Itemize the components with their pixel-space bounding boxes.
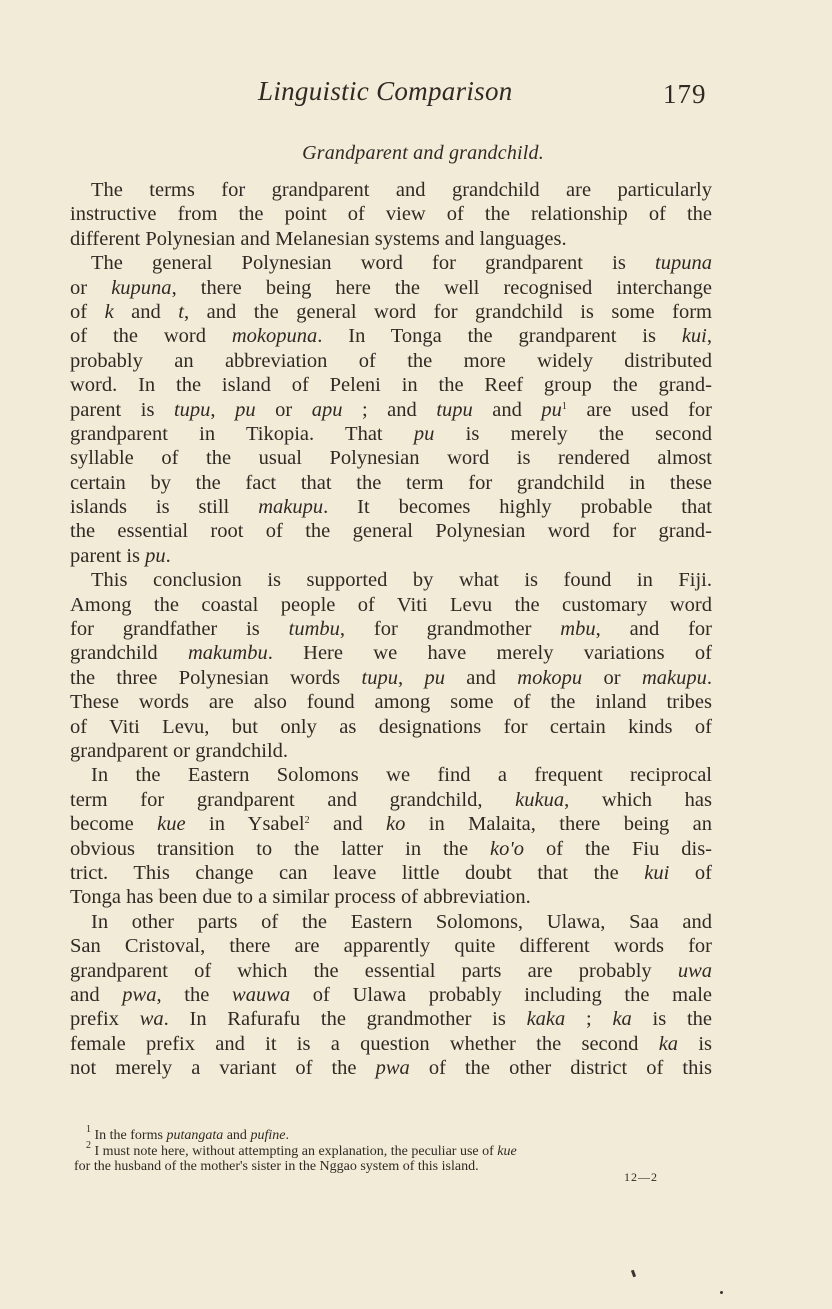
text-run: San Cristoval, there are apparently quite different words for (70, 935, 712, 958)
text-line (70, 763, 712, 787)
italic-term: pu (235, 398, 256, 421)
text-run: female prefix and it is a question whether the second (70, 1032, 659, 1055)
text-run: The terms for grandparent and grandchild are particularly (91, 179, 712, 201)
text-run: This conclusion is supported by what is found in Fiji. (91, 569, 712, 592)
text-line (70, 202, 712, 226)
text-run: the essential root of the general Polynesian word for grand- (70, 520, 712, 543)
ink-speck (720, 1291, 723, 1294)
text-run: not merely a variant of the (70, 1057, 376, 1080)
italic-term: uwa (677, 959, 712, 982)
text-run: for the husband of the mother's sister in the Nggao system of this island. (74, 1159, 479, 1175)
body-text (70, 178, 712, 1080)
italic-term: wauwa (232, 983, 291, 1006)
text-line (70, 251, 712, 275)
text-line (70, 471, 712, 495)
text-line (70, 593, 712, 617)
signature-mark: 12—2 (624, 1170, 658, 1184)
text-run: parent is (70, 544, 146, 567)
text-run: In the forms (91, 1128, 167, 1143)
italic-term: ka (612, 1008, 632, 1031)
text-line (70, 885, 712, 909)
italic-term: kaka (526, 1008, 566, 1031)
italic-term: tupu (436, 398, 473, 421)
text-run: are used for (566, 398, 712, 421)
text-run: I must note here, without attempting an explanation, the peculiar use of (91, 1143, 498, 1159)
text-run: or (70, 276, 112, 299)
text-line (70, 422, 712, 446)
text-line (70, 324, 712, 348)
text-run: ; (565, 1008, 613, 1031)
italic-term: kui (644, 861, 670, 884)
text-run: trict. This change can leave little doubt that the (70, 861, 645, 884)
text-run: . Here we have merely variations of (267, 642, 712, 665)
text-run: Among the coastal people of Viti Levu the customary word (70, 593, 712, 616)
text-line (70, 641, 712, 665)
page-number: 179 (663, 79, 707, 109)
text-line (70, 568, 712, 592)
text-run: is (678, 1032, 712, 1055)
text-run: and (472, 398, 542, 421)
footnote (74, 1139, 714, 1160)
text-run: . (285, 1128, 289, 1143)
italic-term: putangata (166, 1128, 224, 1143)
italic-term: pu (413, 422, 435, 445)
footnote-marker: 1 (86, 1124, 91, 1135)
text-run: for grandfather is (70, 618, 289, 641)
text-line (70, 1056, 712, 1080)
section-heading: Grandparent and grandchild. (302, 142, 544, 164)
text-run: or (582, 666, 642, 689)
text-run: become (70, 813, 158, 836)
text-run: , which has (564, 788, 712, 811)
text-run: word. In the island of Peleni in the Reef group the grand- (70, 374, 712, 397)
text-line (70, 934, 712, 958)
text-line (70, 715, 712, 739)
italic-term: pwa (375, 1057, 410, 1080)
text-run: The general Polynesian word for grandparent is (91, 252, 656, 275)
text-run: of the other district of this (409, 1057, 712, 1080)
text-run: islands is still (70, 496, 259, 519)
text-run: parent is (70, 398, 174, 421)
text-run: of the Fiu dis- (524, 837, 713, 860)
text-run: , for grandmother (339, 618, 561, 641)
text-run: grandchild (70, 642, 188, 665)
italic-term: tupu (173, 398, 211, 421)
text-line (70, 446, 712, 470)
footnote-marker: 1 (561, 400, 567, 412)
italic-term: mokopu (517, 666, 583, 689)
text-line (70, 276, 712, 300)
footnotes (74, 1124, 714, 1175)
text-run: is merely the second (434, 422, 712, 445)
text-run: probably an abbreviation of the more widely distributed (70, 349, 712, 372)
text-line (70, 837, 712, 861)
italic-term: pu (145, 544, 166, 567)
text-run: , (706, 325, 712, 348)
text-line (70, 788, 712, 812)
text-run: certain by the fact that the term for grandchild in these (70, 471, 712, 494)
italic-term: pwa (122, 983, 157, 1006)
italic-term: k (104, 300, 114, 323)
italic-term: ko (386, 813, 406, 836)
text-run: , (397, 666, 425, 689)
text-line (70, 373, 712, 397)
text-run: of (70, 300, 105, 323)
footnote-marker: 2 (304, 815, 310, 827)
text-run: syllable of the usual Polynesian word is rendered almost (70, 447, 712, 470)
text-run: In the Eastern Solomons we find a frequent reciprocal (91, 764, 712, 787)
italic-term: tumbu (288, 618, 340, 641)
italic-term: makupu (641, 666, 707, 689)
text-run: different Polynesian and Melanesian systems and languages. (70, 227, 567, 250)
text-run: , the (156, 983, 233, 1006)
text-run: . In Rafurafu the grandmother is (163, 1008, 527, 1031)
text-run: obvious transition to the latter in the (70, 837, 491, 860)
text-line (70, 617, 712, 641)
text-run: In other parts of the Eastern Solomons, Ulawa, Saa and (91, 910, 712, 933)
running-header-title: Linguistic Comparison (258, 76, 513, 106)
italic-term: mokopuna (231, 325, 318, 348)
text-run: in Malaita, there being an (405, 813, 712, 836)
text-line (70, 861, 712, 885)
text-line (70, 519, 712, 543)
text-run: , and for (595, 618, 712, 641)
text-line (70, 398, 712, 422)
italic-term: kukua (515, 788, 565, 811)
footnote (74, 1124, 714, 1144)
text-run: , and the general word for grandchild is some form (183, 300, 712, 323)
text-run: instructive from the point of view of the relationship of the (70, 203, 712, 226)
text-run: grandparent in Tikopia. That (70, 422, 414, 445)
text-run: and (309, 813, 387, 836)
text-line (70, 690, 712, 714)
italic-term: tupu (361, 666, 398, 689)
italic-term: ko'o (490, 837, 525, 860)
italic-term: makupu (258, 496, 324, 519)
text-run: These words are also found among some of the inland tribes (70, 691, 712, 714)
italic-term: makumbu (187, 642, 268, 665)
text-line (70, 349, 712, 373)
text-run: . (165, 544, 171, 567)
italic-term: pu (424, 666, 445, 689)
text-run: and (223, 1128, 251, 1143)
text-run: . It becomes highly probable that (323, 496, 712, 519)
text-run: . In Tonga the grandparent is (317, 325, 682, 348)
text-run: of the word (70, 325, 232, 348)
text-line (70, 300, 712, 324)
text-run: is the (631, 1008, 712, 1031)
italic-term: kue (497, 1143, 517, 1159)
text-run: of Ulawa probably including the male (290, 983, 712, 1006)
italic-term: pufine (250, 1128, 286, 1143)
text-run: and (70, 983, 123, 1006)
italic-term: ka (658, 1032, 679, 1055)
text-run: the three Polynesian words (70, 666, 362, 689)
text-run: , there being here the well recognised interchange (171, 276, 713, 299)
italic-term: t (178, 300, 184, 323)
text-run: grandparent or grandchild. (70, 739, 289, 762)
italic-term: apu (311, 398, 343, 421)
ink-speck (631, 1270, 636, 1278)
italic-term: kue (157, 813, 186, 836)
footnote (74, 1159, 714, 1175)
text-run: Tonga has been due to a similar process of abbreviation. (70, 886, 531, 909)
text-line (70, 910, 712, 934)
italic-term: pu (541, 398, 562, 421)
italic-term: wa (139, 1008, 164, 1031)
italic-term: kupuna (111, 276, 172, 299)
text-line (70, 666, 712, 690)
italic-term: mbu (560, 618, 596, 641)
text-line (70, 812, 712, 836)
text-line (70, 178, 712, 202)
text-line (70, 495, 712, 519)
text-run: , (210, 398, 236, 421)
footnote-marker: 2 (86, 1139, 91, 1151)
text-run: term for grandparent and grandchild, (70, 788, 516, 811)
text-run: prefix (70, 1008, 140, 1031)
text-run: ; and (342, 398, 437, 421)
italic-term: tupuna (655, 252, 712, 275)
text-run: and (113, 300, 179, 323)
text-run: and (444, 666, 518, 689)
text-line (70, 544, 712, 568)
italic-term: kui (681, 325, 707, 348)
text-run: of Viti Levu, but only as designations for certain kinds of (70, 715, 712, 738)
text-line (70, 227, 712, 251)
text-line (70, 1032, 712, 1056)
text-line (70, 1007, 712, 1031)
text-line (70, 739, 712, 763)
text-line (70, 983, 712, 1007)
text-run: . (706, 666, 712, 689)
text-run: grandparent of which the essential parts are probably (70, 959, 678, 982)
text-run: in Ysabel (185, 813, 305, 836)
text-run: or (255, 398, 312, 421)
text-line (70, 959, 712, 983)
text-run: of (669, 861, 712, 884)
